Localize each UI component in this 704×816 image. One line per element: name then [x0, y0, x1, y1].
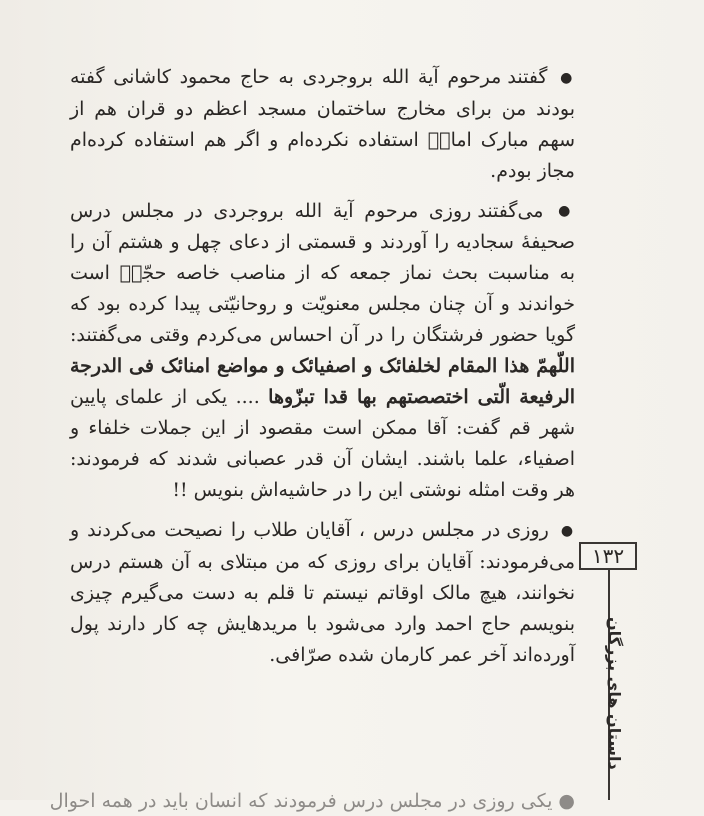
paragraph-3-text: روزی در مجلس درس ، آقایان طلاب را نصیحت می‌کردند و می‌فرمودند: آقایان برای روزی که من مبتلای به آن هستم درس نخوانند، هیچ مالک اوقاتم نیستم تا قلم به دست می‌گیرم چیزی بنویسم حاج احمد وارد می‌شود با مریدهایش چه کار دارند پول آورده‌اند آخر عمر کارمان شده صرّافی. [70, 519, 575, 666]
paragraph-1 [70, 62, 575, 187]
bullet-icon: ● [558, 203, 575, 219]
paragraph-2-text-after: .... یکی از علمای پایین شهر قم گفت: آقا ممکن است مقصود از این جملات خلفاء و اصفیاء، علما باشند. ایشان آن قدر عصبانی شدند که فرمودند: هر وقت امثله نوشتی این را در حاشیه‌اش بنویس !! [70, 386, 575, 501]
paragraph-2 [70, 196, 575, 507]
paragraph-2-quote: اللّهمّ هذا المقام لخلفائک و اصفیائک و مواضع امنائک فی الدرجة الرفیعة الّتی اختصصتهم بها قدا تبزّوها [70, 355, 576, 408]
bullet-icon: ● [560, 69, 575, 86]
running-title: داستان های بزرگان [605, 617, 624, 770]
bullet-icon: ● [560, 522, 576, 539]
page-number: ١٣٢ [579, 542, 637, 570]
body-text [70, 62, 575, 680]
paragraph-3 [70, 515, 575, 671]
cut-off-line: ● یکی روزی در مجلس درس فرمودند که انسان باید در همه احوال [49, 790, 575, 812]
paragraph-2-text-before: می‌گفتند روزی مرحوم آیة الله بروجردی در مجلس درس صحیفهٔ سجادیه را آوردند و قسمتی از دعای چهل و هشتم آن را به مناسبت بحث نماز جمعه که از مناصب خاصه حجّتؑ است خواندند و آن چنان مجلس معنویّت و روحانیّتی پیدا کرده بود که گویا حضور فرشتگان را در آن احساس می‌کردم وقتی می‌گفتند: [70, 199, 575, 346]
paragraph-1-text: گفتند مرحوم آیة الله بروجردی به حاج محمود کاشانی گفته بودند من برای مخارج ساختمان مسجد اعظم دو قران هم از سهم مبارک امامؑ استفاده نکرده‌ام و اگر هم استفاده کرده‌ام مجاز بودم. [70, 66, 575, 182]
